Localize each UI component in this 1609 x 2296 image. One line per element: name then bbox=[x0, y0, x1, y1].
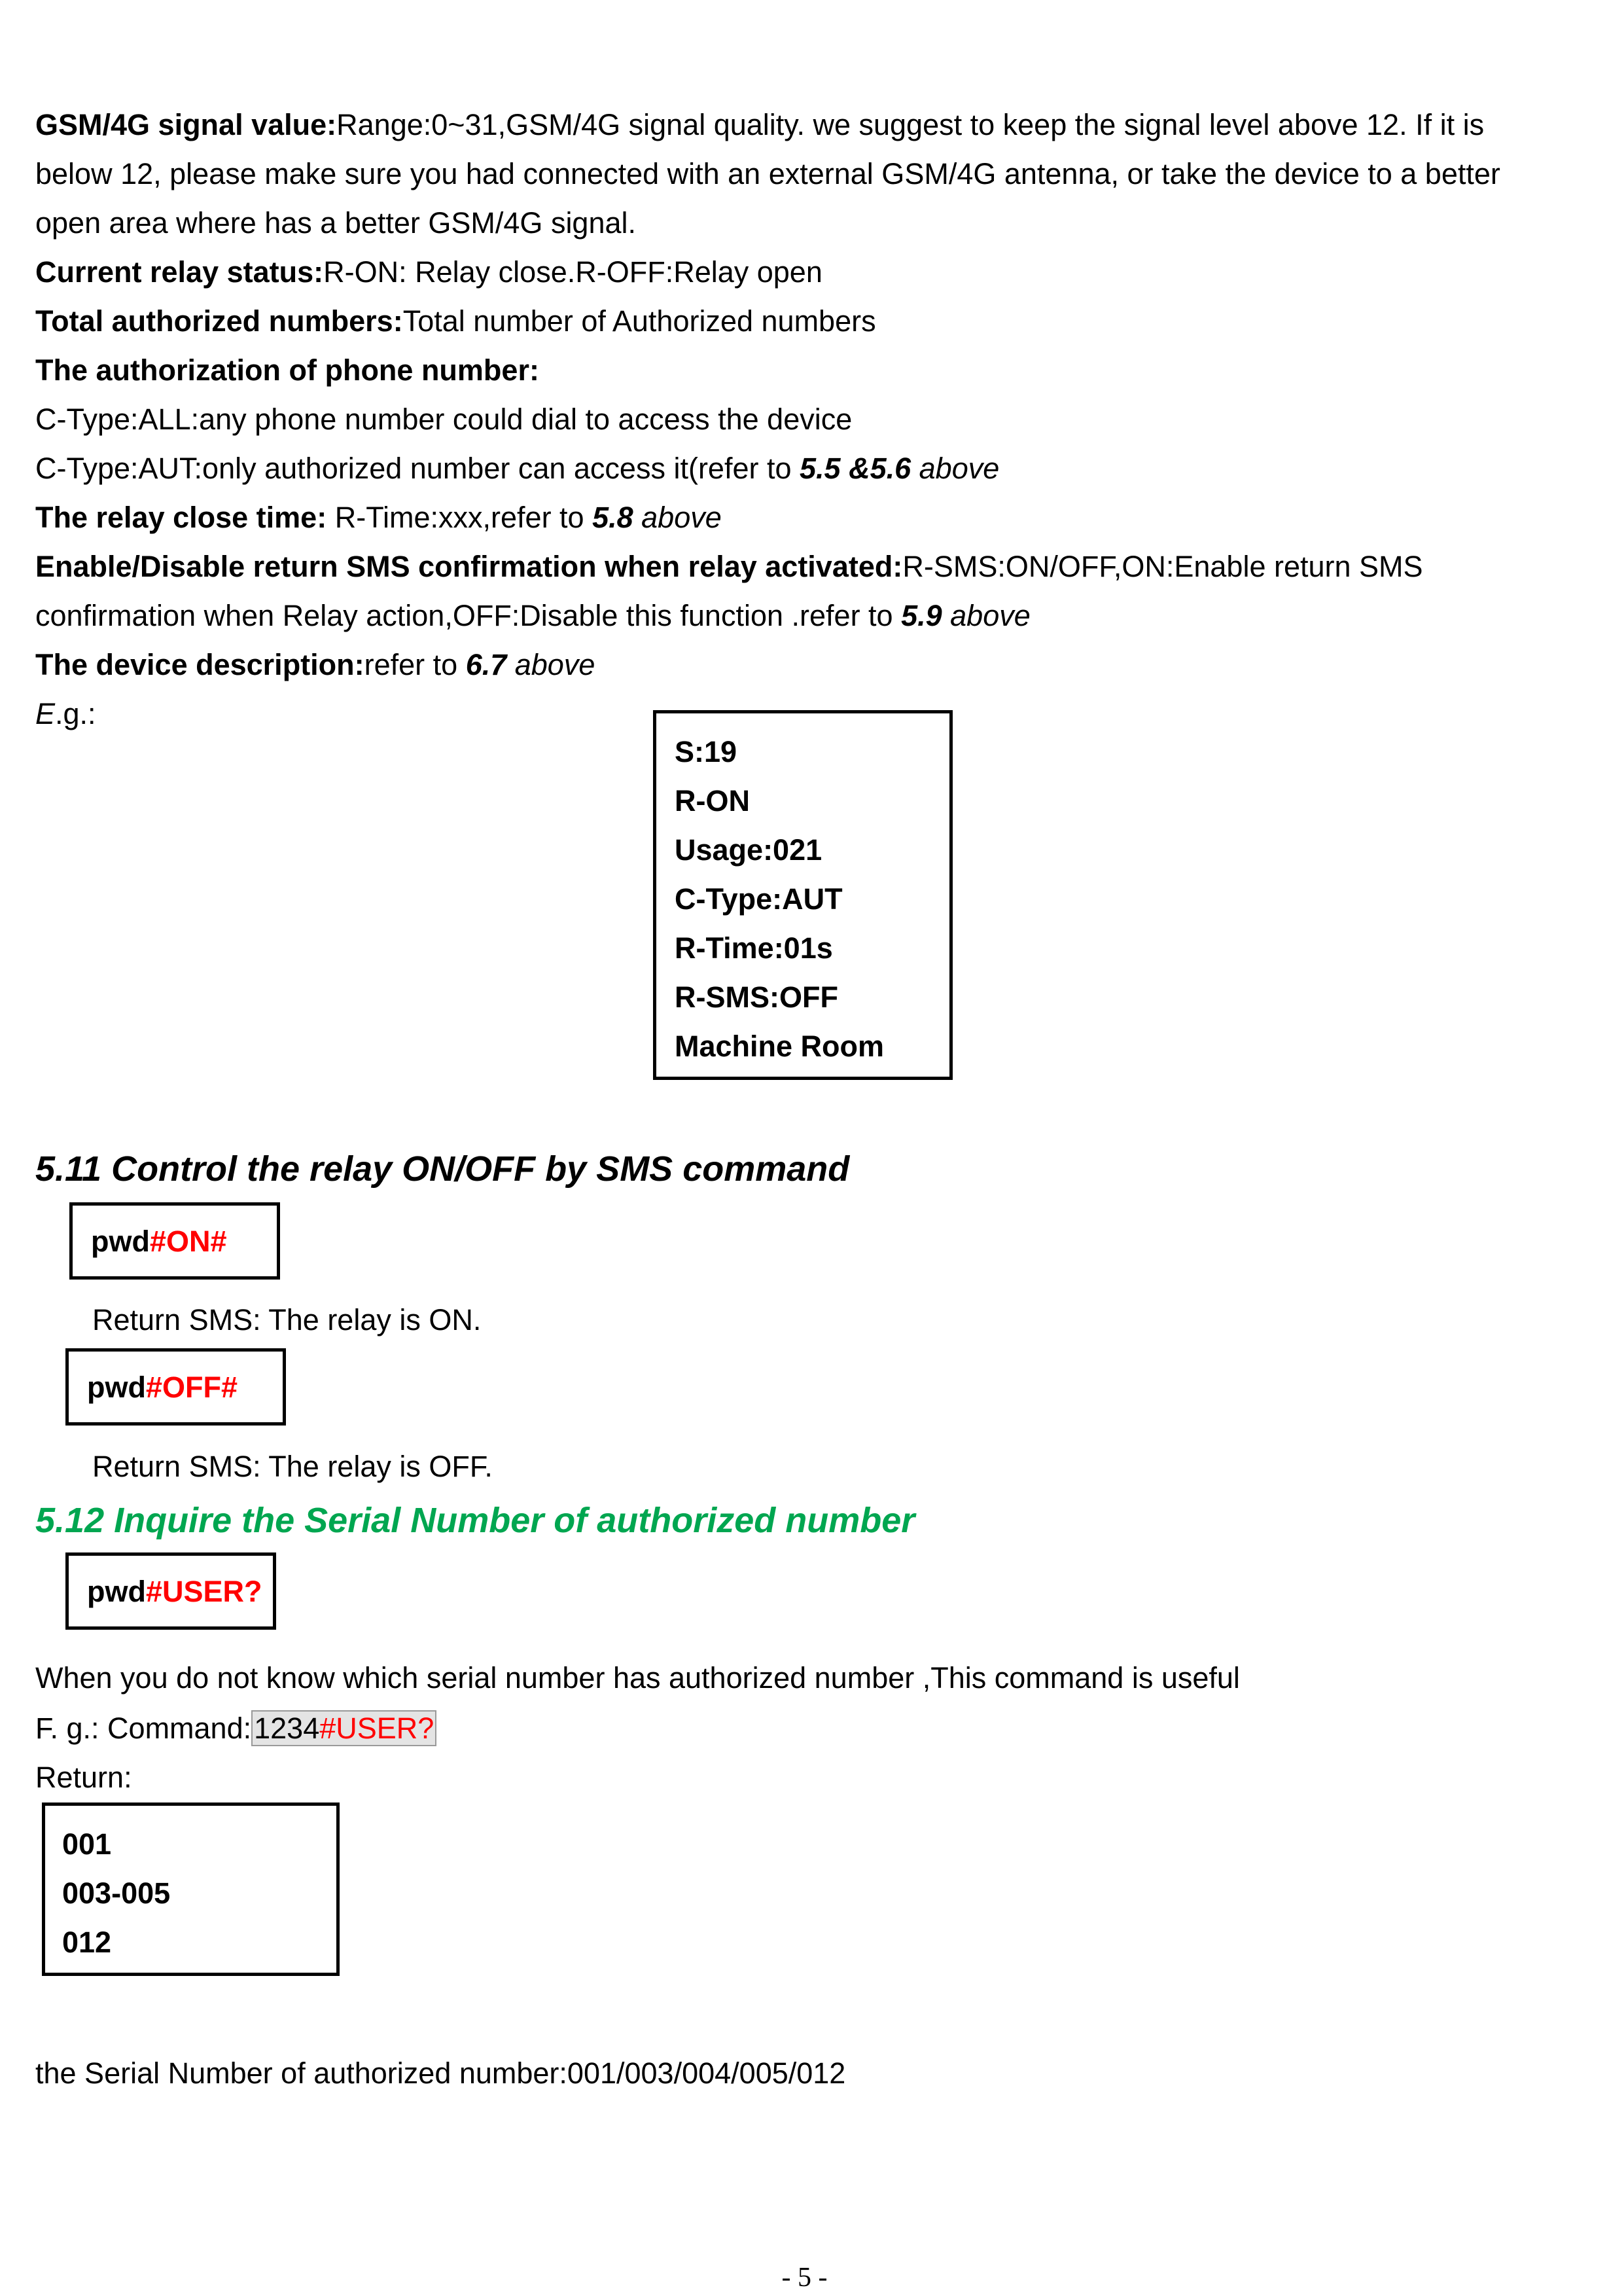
close-time-text: R-Time:xxx,refer to bbox=[327, 501, 593, 534]
section-511-title: 5.11 Control the relay ON/OFF by SMS command bbox=[35, 1149, 850, 1189]
cmd-on-text bbox=[73, 1206, 277, 1278]
status-line: S:19 bbox=[675, 735, 737, 768]
cmd-off-prefix: pwd bbox=[87, 1371, 146, 1404]
close-time-ref bbox=[592, 501, 722, 534]
signal-label: GSM/4G signal value: bbox=[35, 108, 337, 141]
section-512-title: 5.12 Inquire the Serial Number of authorized number bbox=[35, 1501, 915, 1540]
cmd-user-box bbox=[65, 1552, 276, 1630]
status-line: Usage:021 bbox=[675, 833, 822, 867]
serial-line: 012 bbox=[62, 1926, 112, 1959]
status-line: R-ON bbox=[675, 784, 750, 817]
serial-line: 003-005 bbox=[62, 1876, 171, 1910]
total-numbers-text: Total number of Authorized numbers bbox=[402, 304, 876, 338]
cmd-on-box bbox=[69, 1202, 280, 1280]
return-sms-ref-num: 5.9 bbox=[901, 599, 942, 632]
status-line: R-SMS:OFF bbox=[675, 980, 838, 1014]
close-time-ref-num: 5.8 bbox=[592, 501, 633, 534]
description-text: refer to bbox=[364, 648, 466, 681]
authorization-label: The authorization of phone number: bbox=[35, 353, 539, 387]
ctype-all-line: C-Type:ALL:any phone number could dial to access the device bbox=[35, 403, 853, 436]
return-sms-line-2 bbox=[35, 591, 1580, 640]
signal-line-2: below 12, please make sure you had connected with an external GSM/4G antenna, or take the device to a better bbox=[35, 157, 1500, 190]
authorization-heading bbox=[35, 346, 1580, 395]
description-above: above bbox=[506, 648, 595, 681]
return-sms-text-2: confirmation when Relay action,OFF:Disable this function .refer to bbox=[35, 599, 902, 632]
serial-line: 001 bbox=[62, 1827, 112, 1861]
description-ref-num: 6.7 bbox=[465, 648, 507, 681]
cmd-user-prefix: pwd bbox=[87, 1575, 146, 1608]
cmd-off-keyword: #OFF# bbox=[145, 1371, 238, 1404]
signal-text-1: Range:0~31,GSM/4G signal quality. we suggest to keep the signal level above 12. If it is bbox=[336, 108, 1485, 141]
status-line: R-Time:01s bbox=[675, 931, 833, 965]
total-numbers-line bbox=[35, 296, 1580, 346]
status-example-box bbox=[653, 710, 953, 1080]
return-label: Return: bbox=[35, 1761, 132, 1794]
example-command-pwd: 1234 bbox=[254, 1712, 320, 1745]
ctype-aut-ref-num: 5.5 &5.6 bbox=[800, 452, 911, 485]
description-label: The device description: bbox=[35, 648, 364, 681]
user-command-example bbox=[35, 1704, 1580, 1753]
cmd-user-text bbox=[69, 1556, 273, 1628]
ctype-aut-text: C-Type:AUT:only authorized number can access it(refer to bbox=[35, 452, 800, 485]
signal-line-3: open area where has a better GSM/4G signal. bbox=[35, 206, 637, 240]
serial-summary: the Serial Number of authorized number:001/003/004/005/012 bbox=[35, 2056, 846, 2090]
close-time-line bbox=[35, 493, 1580, 542]
return-sms-above: above bbox=[942, 599, 1031, 632]
example-command-label: F. g.: Command: bbox=[35, 1712, 252, 1745]
page-number: - 5 - bbox=[781, 2263, 828, 2293]
example-label-rest: .g.: bbox=[55, 697, 96, 730]
description-ref bbox=[466, 648, 595, 681]
return-serial-box bbox=[42, 1803, 340, 1976]
total-numbers-label: Total authorized numbers: bbox=[35, 304, 403, 338]
ctype-aut-line bbox=[35, 444, 1580, 493]
status-line: Machine Room bbox=[675, 1030, 885, 1063]
close-time-label: The relay close time: bbox=[35, 501, 327, 534]
return-sms-text-1: R-SMS:ON/OFF,ON:Enable return SMS bbox=[902, 550, 1423, 583]
cmd-off-text bbox=[69, 1352, 283, 1424]
return-sms-line-1 bbox=[35, 542, 1580, 591]
example-command-highlight bbox=[251, 1710, 436, 1746]
cmd-user-keyword: #USER? bbox=[145, 1575, 262, 1608]
relay-status-label: Current relay status: bbox=[35, 255, 324, 289]
return-sms-ref bbox=[901, 599, 1031, 632]
ctype-aut-above: above bbox=[911, 452, 1000, 485]
cmd-off-box bbox=[65, 1348, 286, 1426]
example-command-keyword: #USER? bbox=[319, 1712, 434, 1745]
cmd-on-prefix: pwd bbox=[91, 1225, 150, 1258]
example-label-italic: E bbox=[35, 697, 56, 730]
return-off-text: Return SMS: The relay is OFF. bbox=[92, 1450, 493, 1483]
cmd-on-keyword: #ON# bbox=[149, 1225, 227, 1258]
relay-status-line bbox=[35, 247, 1580, 296]
status-line: C-Type:AUT bbox=[675, 882, 843, 916]
close-time-above: above bbox=[633, 501, 722, 534]
description-line bbox=[35, 640, 1580, 689]
return-sms-label: Enable/Disable return SMS confirmation when relay activated: bbox=[35, 550, 903, 583]
relay-status-text: R-ON: Relay close.R-OFF:Relay open bbox=[323, 255, 822, 289]
signal-line-1 bbox=[35, 100, 1580, 149]
user-command-description: When you do not know which serial number has authorized number ,This command is useful bbox=[35, 1661, 1240, 1695]
ctype-aut-ref bbox=[800, 452, 999, 485]
return-on-text: Return SMS: The relay is ON. bbox=[92, 1303, 482, 1336]
